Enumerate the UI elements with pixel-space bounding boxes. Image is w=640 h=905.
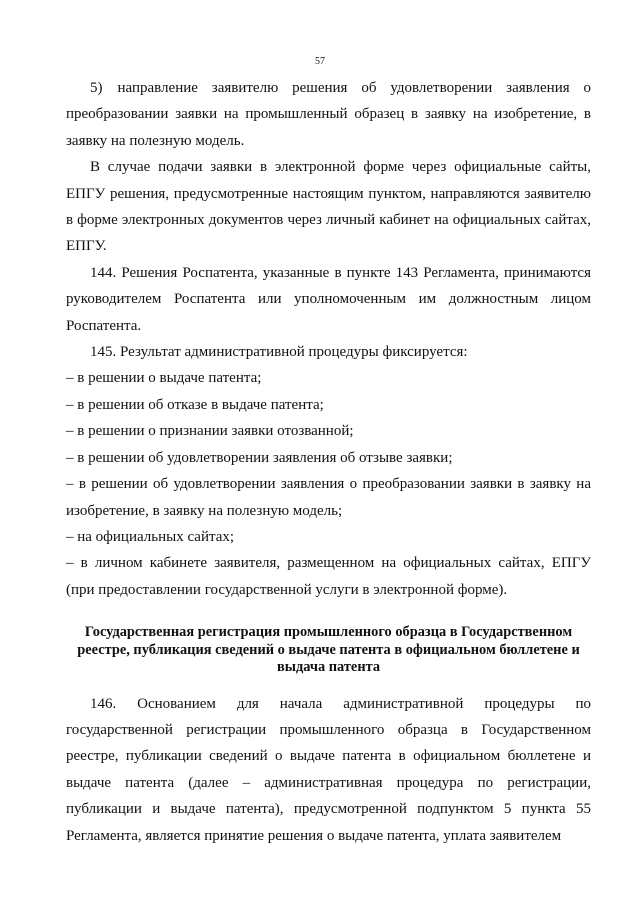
section-heading: Государственная регистрация промышленного образца в Государственном реестре, публикация сведений о выдаче патента в официальном бюллетене и выдача патента bbox=[77, 624, 580, 676]
list-item-withdrawal-request-decision: – в решении об удовлетворении заявления об отзыве заявки; bbox=[66, 449, 453, 466]
list-item-conversion-decision: – в решении об удовлетворении заявления о преобразовании заявки в заявку на изобретение, в заявку на полезную модель; bbox=[66, 476, 591, 519]
list-item-personal-cabinet: – в личном кабинете заявителя, размещенном на официальных сайтах, ЕПГУ (при предоставлении государственной услуги в электронной форме). bbox=[66, 555, 591, 598]
list-item-refusal-decision: – в решении об отказе в выдаче патента; bbox=[66, 396, 324, 413]
paragraph-electronic-form: В случае подачи заявки в электронной форме через официальные сайты, ЕПГУ решения, предусмотренные настоящим пунктом, направляются заявителю в форме электронных документов через личный кабинет на официальных сайтах, ЕПГУ. bbox=[66, 159, 591, 255]
paragraph-144: 144. Решения Роспатента, указанные в пункте 143 Регламента, принимаются руководителем Роспатента или уполномоченным им должностным лицом Роспатента. bbox=[66, 264, 591, 334]
page-number: 57 bbox=[315, 56, 325, 67]
list-item-official-sites: – на официальных сайтах; bbox=[66, 528, 235, 545]
paragraph-item-5: 5) направление заявителю решения об удовлетворении заявления о преобразовании заявки на промышленный образец в заявку на изобретение, в заявку на полезную модель. bbox=[66, 80, 591, 149]
paragraph-145: 145. Результат административной процедуры фиксируется: bbox=[90, 344, 468, 361]
document-body bbox=[66, 75, 591, 849]
list-item-withdrawn-decision: – в решении о признании заявки отозванной; bbox=[66, 423, 354, 440]
list-item-grant-decision: – в решении о выдаче патента; bbox=[66, 370, 262, 387]
paragraph-146: 146. Основанием для начала административной процедуры по государственной регистрации промышленного образца в Государственном реестре, публикации сведений о выдаче патента в официальном бюллетене и выдаче патента (далее – административная процедура по регистрации, публикации и выдаче патента), предусмотренной подпунктом 5 пункта 55 Регламента, является принятие решения о выдаче патента, уплата заявителем bbox=[66, 695, 591, 844]
